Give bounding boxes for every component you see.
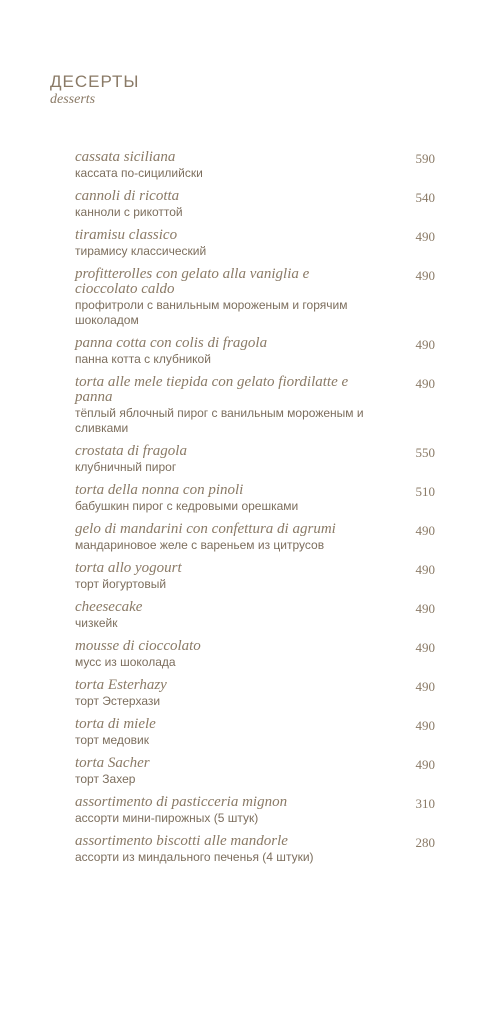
item-italian-name: mousse di cioccolato — [75, 638, 201, 654]
item-italian-name: profitterolles con gelato alla vaniglia e cioccolato caldo — [75, 266, 310, 297]
item-italian-name: torta della nonna con pinoli — [75, 482, 244, 498]
menu-item — [75, 522, 435, 553]
item-russian-name: панна котта с клубникой — [75, 352, 211, 366]
item-russian-name: тёплый яблочный пирог с ванильным мороженым и сливками — [75, 406, 364, 435]
menu-item — [75, 561, 435, 592]
menu-item — [75, 756, 435, 787]
item-price: 490 — [415, 757, 435, 772]
section-title: ДЕСЕРТЫ — [50, 72, 140, 91]
item-price: 510 — [415, 484, 435, 499]
item-italian-name: assortimento di pasticceria mignon — [75, 794, 288, 810]
item-price: 280 — [415, 835, 435, 850]
item-russian-name: чизкейк — [75, 616, 118, 630]
item-russian-name: канноли с рикоттой — [75, 205, 183, 219]
item-italian-name: torta Esterhazy — [75, 677, 167, 693]
item-price: 490 — [415, 337, 435, 352]
item-price: 490 — [415, 376, 435, 391]
dessert-list — [75, 150, 435, 873]
menu-item — [75, 483, 435, 514]
item-russian-name: мандариновое желе с вареньем из цитрусов — [75, 538, 325, 552]
item-price: 490 — [415, 562, 435, 577]
menu-item — [75, 639, 435, 670]
item-italian-name: assortimento biscotti alle mandorle — [75, 833, 288, 849]
menu-item — [75, 228, 435, 259]
menu-item — [75, 375, 435, 436]
item-price: 490 — [415, 229, 435, 244]
item-russian-name: торт медовик — [75, 733, 149, 747]
menu-item — [75, 189, 435, 220]
item-italian-name: torta di miele — [75, 716, 156, 732]
item-italian-name: panna cotta con colis di fragola — [75, 335, 268, 351]
item-price: 310 — [415, 796, 435, 811]
item-price: 490 — [415, 718, 435, 733]
menu-item — [75, 150, 435, 181]
menu-item — [75, 267, 435, 328]
item-russian-name: мусс из шоколада — [75, 655, 176, 669]
item-price: 490 — [415, 523, 435, 538]
item-italian-name: cheesecake — [75, 599, 143, 615]
menu-item — [75, 600, 435, 631]
item-italian-name: torta Sacher — [75, 755, 150, 771]
menu-item — [75, 795, 435, 826]
item-russian-name: ассорти мини-пирожных (5 штук) — [75, 811, 259, 825]
menu-item — [75, 717, 435, 748]
item-italian-name: cassata siciliana — [75, 149, 176, 165]
item-price: 490 — [415, 601, 435, 616]
item-russian-name: торт йогуртовый — [75, 577, 167, 591]
item-italian-name: cannoli di ricotta — [75, 188, 180, 204]
item-russian-name: тирамису классический — [75, 244, 207, 258]
item-italian-name: crostata di fragola — [75, 443, 187, 459]
item-price: 550 — [415, 445, 435, 460]
item-price: 490 — [415, 640, 435, 655]
item-italian-name: torta allo yogourt — [75, 560, 182, 576]
item-price: 490 — [415, 268, 435, 283]
menu-item — [75, 444, 435, 475]
item-italian-name: torta alle mele tiepida con gelato fiordilatte e panna — [75, 374, 349, 405]
menu-header — [50, 72, 139, 108]
section-subtitle: desserts — [50, 92, 96, 107]
item-italian-name: tiramisu classico — [75, 227, 178, 243]
item-price: 540 — [415, 190, 435, 205]
item-price: 490 — [415, 679, 435, 694]
item-russian-name: профитроли с ванильным мороженым и горячим шоколадом — [75, 298, 348, 327]
item-price: 590 — [415, 151, 435, 166]
item-russian-name: торт Эстерхази — [75, 694, 161, 708]
menu-item — [75, 834, 435, 865]
item-italian-name: gelo di mandarini con confettura di agrumi — [75, 521, 336, 537]
menu-item — [75, 336, 435, 367]
menu-item — [75, 678, 435, 709]
item-russian-name: торт Захер — [75, 772, 136, 786]
item-russian-name: клубничный пирог — [75, 460, 177, 474]
item-russian-name: кассата по-сицилийски — [75, 166, 203, 180]
item-russian-name: бабушкин пирог с кедровыми орешками — [75, 499, 299, 513]
item-russian-name: ассорти из миндального печенья (4 штуки) — [75, 850, 314, 864]
